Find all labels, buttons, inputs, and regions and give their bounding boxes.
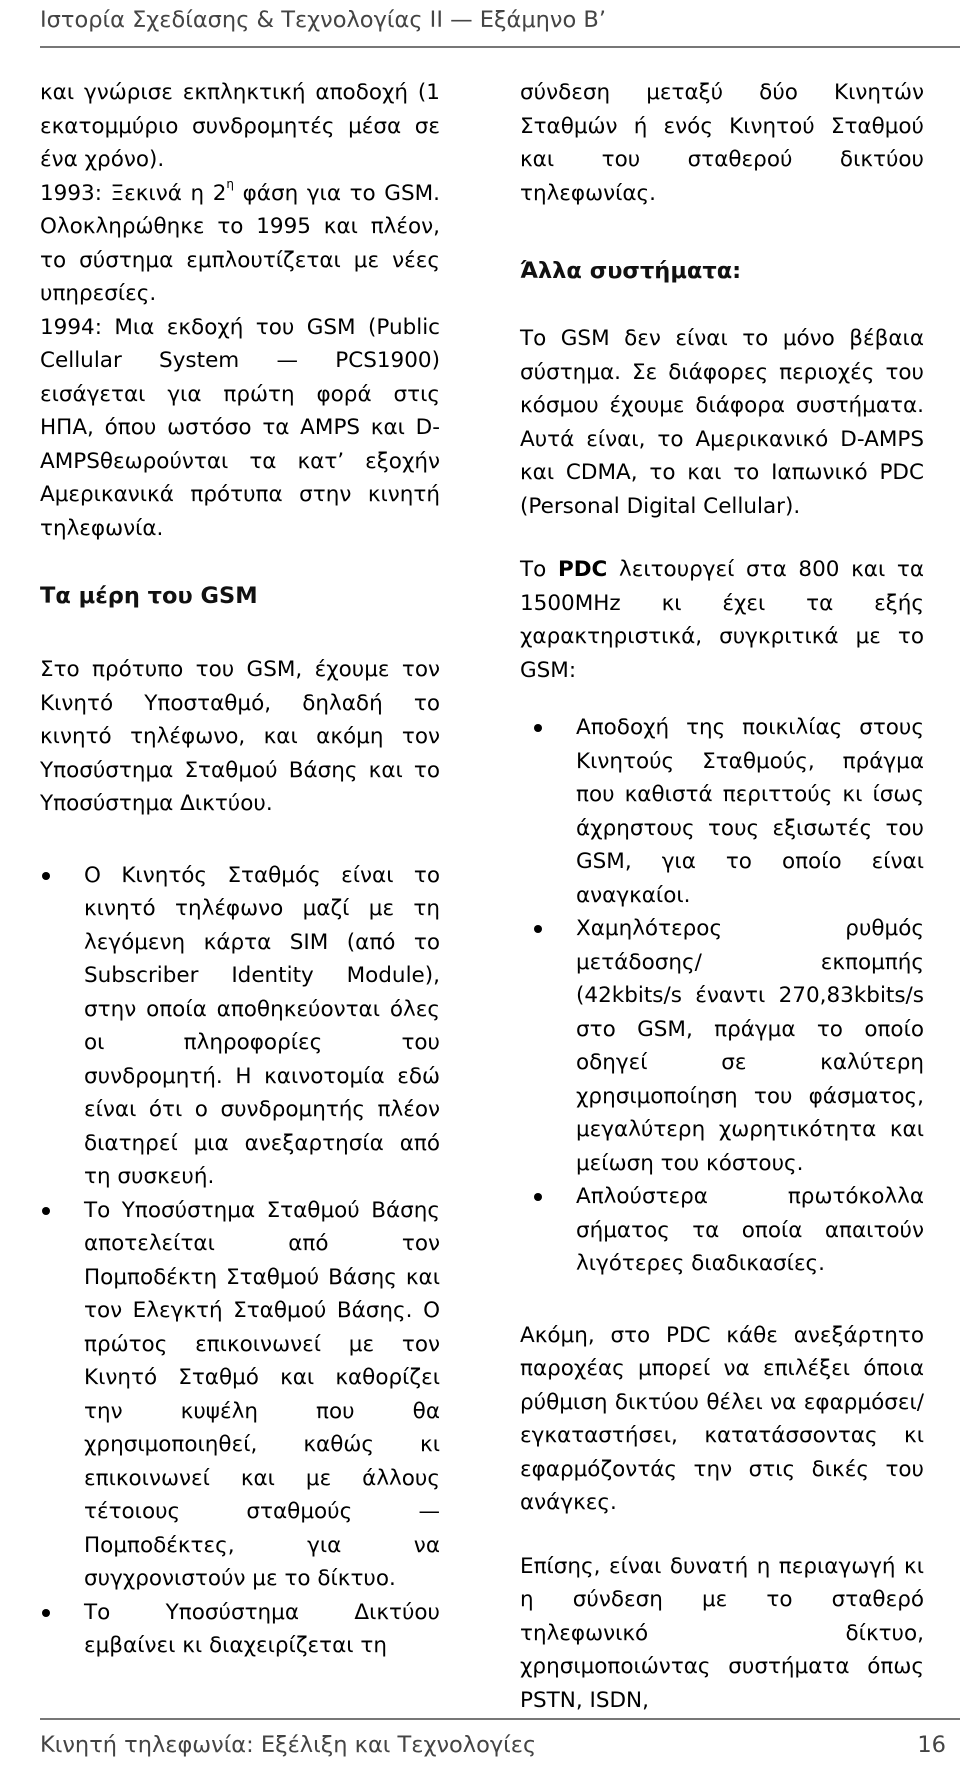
pdc-text-start: Το xyxy=(520,557,558,582)
right-column xyxy=(520,76,924,1717)
paragraph-roaming: Επίσης, είναι δυνατή η περιαγωγή κι η σύνδεση με το σταθερό τηλεφωνικό δίκτυο, χρησιμοποιώντας συστήματα όπως PSTN, ISDN, xyxy=(520,1553,924,1713)
pdc-features-list xyxy=(532,711,924,1281)
paragraph-pdc xyxy=(520,553,924,687)
list-item: Χαμηλότερος ρυθμός μετάδοσης/ εκπομπής (42kbits/s έναντι 270,83kbits/s στο GSM, πράγμα το οποίο οδηγεί σε καλύτερη χρησιμοποίηση του φάσματος, μεγαλύτερη χωρητικότητα και μείωση του κόστους. xyxy=(532,912,924,1180)
intro-paragraph: και γνώρισε εκπληκτική αποδοχή (1 εκατομμύριο συνδρομητές μέσα σε ένα χρόνο). xyxy=(40,80,440,172)
list-item: Αποδοχή της ποικιλίας στους Κινητούς Σταθμούς, πράγμα που καθιστά περιττούς κι ίσως άχρηστους τους εξισωτές του GSM, για το οποίο είναι αναγκαίοι. xyxy=(532,711,924,912)
list-item: Απλούστερα πρωτόκολλα σήματος τα οποία απαιτούν λιγότερες διαδικασίες. xyxy=(532,1180,924,1281)
paragraph-1993-start: 1993: Ξεκινά η 2 xyxy=(40,180,227,206)
paragraph-gsm-parts: Στο πρότυπο του GSM, έχουμε τον Κινητό Υποσταθμό, δηλαδή το κινητό τηλέφωνο, και ακόμη τον Υποσύστημα Σταθμού Βάσης και το Υποσύστημα Δικτύου. xyxy=(40,657,440,816)
paragraph-other-systems: Το GSM δεν είναι το μόνο βέβαια σύστημα. Σε διάφορες περιοχές του κόσμου έχουμε διάφορα συστήματα. Αυτά είναι, το Αμερικανικό D-AMPS και CDMA, το και το Ιαπωνικό PDC (Personal Digital Cellular). xyxy=(520,326,924,519)
footer-title: Κινητή τηλεφωνία: Εξέλιξη και Τεχνολογίες xyxy=(40,1732,537,1758)
running-footer xyxy=(40,1728,946,1762)
footer-divider xyxy=(40,1718,960,1720)
section-heading-other-systems: Άλλα συστήματα: xyxy=(520,258,742,284)
paragraph-1993-end: φάση για το GSM. Ολοκληρώθηκε το 1995 και πλέον, το σύστημα εμπλουτίζεται με νέες υπηρεσίες. xyxy=(40,180,440,306)
paragraph-1994: 1994: Μια εκδοχή του GSM (Public Cellular System — PCS1900) εισάγεται για πρώτη φορά στις ΗΠΑ, όπου ωστόσο τα AMPS και D-AMPSθεωρούνται τα κατ’ εξοχήν Αμερικανικά πρότυπα στην κινητή τηλεφωνία. xyxy=(40,314,440,541)
list-item: Το Υποσύστημα Σταθμού Βάσης αποτελείται από τον Πομποδέκτη Σταθμού Βάσης και τον Ελεγκτή Σταθμού Βάσης. Ο πρώτος επικοινωνεί με τον Κινητό Σταθμό και καθορίζει την κυψέλη που θα χρησιμοποιηθεί, καθώς κι επικοινωνεί και με άλλους τέτοιους σταθμούς — Πομποδέκτες, για να συγχρονιστούν με το δίκτυο. xyxy=(40,1194,440,1596)
page-number: 16 xyxy=(917,1732,946,1758)
section-heading-gsm-parts: Τα μέρη του GSM xyxy=(40,583,258,609)
paragraph-pdc-providers: Ακόμη, στο PDC κάθε ανεξάρτητο παροχέας μπορεί να επιλέξει όποια ρύθμιση δικτύου θέλει να εφαρμόσει/ εγκαταστήσει, κατατάσσοντας κι εφαρμόζοντάς την στις δικές του ανάγκες. xyxy=(520,1322,924,1515)
paragraph-1993 xyxy=(40,177,440,311)
left-column xyxy=(40,76,440,1663)
pdc-bold-term: PDC xyxy=(557,557,608,582)
header-divider xyxy=(40,46,960,48)
list-item: Το Υποσύστημα Δικτύου εμβαίνει κι διαχειρίζεται τη xyxy=(40,1596,440,1663)
running-header: Ιστορία Σχεδίασης & Τεχνολογίας ΙΙ — Εξάμηνο Β’ xyxy=(40,7,607,33)
continued-paragraph: σύνδεση μεταξύ δύο Κινητών Σταθμών ή ενός Κινητού Σταθμού και του σταθερού δικτύου τηλεφωνίας. xyxy=(520,80,924,206)
pdc-text-end: λειτουργεί στα 800 και τα 1500MHz κι έχει τα εξής χαρακτηριστικά, συγκριτικά με το GSM: xyxy=(520,557,924,683)
gsm-parts-list xyxy=(40,859,440,1663)
list-item: Ο Κινητός Σταθμός είναι το κινητό τηλέφωνο μαζί με τη λεγόμενη κάρτα SIM (από το Subscriber Identity Module), στην οποία αποθηκεύονται όλες οι πληροφορίες του συνδρομητή. Η καινοτομία εδώ είναι ότι ο συνδρομητής πλέον διατηρεί μια ανεξαρτησία από τη συσκευή. xyxy=(40,859,440,1194)
phase-superscript: η xyxy=(226,176,235,191)
